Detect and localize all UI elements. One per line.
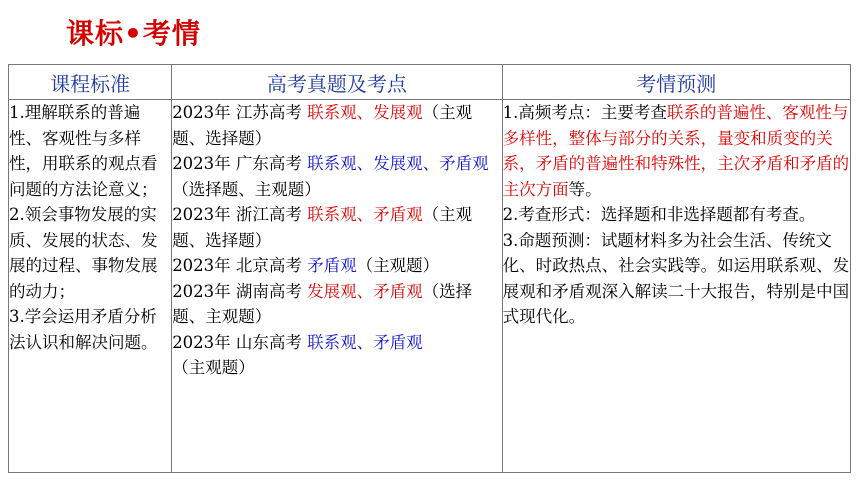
exam-prefix: 2023年 北京高考 xyxy=(172,256,308,275)
exam-prefix: 2023年 湖南高考 xyxy=(172,281,308,301)
header-standards: 课程标准 xyxy=(9,65,172,100)
exam-suffix: （主观题、选择题） xyxy=(172,103,473,148)
exam-item xyxy=(172,330,501,381)
exam-prefix: 2023年 浙江高考 xyxy=(172,205,308,224)
exam-item xyxy=(172,279,501,330)
standard-item: 3.学会运用矛盾分析法认识和解决问题。 xyxy=(9,307,158,352)
exam-topic: 联系观、矛盾观 xyxy=(307,205,423,224)
prediction-prefix: 1.高频考点：主要考查 xyxy=(502,103,667,122)
exam-item xyxy=(172,151,501,202)
exam-suffix: （主观题） xyxy=(356,256,440,275)
exam-suffix: （选择题、主观题） xyxy=(172,281,473,326)
exam-topic: 矛盾观 xyxy=(307,256,357,275)
exam-topic: 联系观、矛盾观 xyxy=(307,332,423,352)
table-header-row xyxy=(9,65,851,100)
exam-topic: 联系观、发展观 xyxy=(307,103,423,122)
standard-item: 1.理解联系的普遍性、客观性与多样性，用联系的观点看问题的方法论意义； xyxy=(9,103,158,199)
exam-item xyxy=(172,100,501,151)
prediction-item-3: 3.命题预测：试题材料多为社会生活、传统文化、时政热点、社会实践等。如运用联系观、发展观和矛盾观深入解读二十大报告，特别是中国式现代化。 xyxy=(502,230,850,326)
standards-cell xyxy=(9,100,172,473)
exam-prefix: 2023年 江苏高考 xyxy=(172,103,308,122)
header-prediction: 考情预测 xyxy=(502,65,850,100)
prediction-highlight: 联系的普遍性、客观性与多样性，整体与部分的关系，量变和质变的关系，矛盾的普遍性和特殊性，主次矛盾和矛盾的主次方面 xyxy=(502,103,850,199)
exam-suffix: （主观题、选择题） xyxy=(172,205,473,250)
exam-item xyxy=(172,253,501,279)
table-body-row xyxy=(9,100,851,473)
curriculum-table xyxy=(8,64,851,473)
prediction-cell xyxy=(502,100,850,473)
exam-topic: 联系观、发展观、矛盾观 xyxy=(307,154,489,173)
prediction-item-1 xyxy=(503,100,850,202)
page-title: 课标•考情 xyxy=(66,17,201,50)
header-exams: 高考真题及考点 xyxy=(172,65,502,100)
exam-prefix: 2023年 广东高考 xyxy=(172,154,308,173)
exam-suffix: （主观题） xyxy=(172,358,255,377)
prediction-item-2: 2.考查形式：选择题和非选择题都有考查。 xyxy=(502,205,816,224)
prediction-suffix: 等。 xyxy=(568,179,602,199)
standard-item: 2.领会事物发展的实质、发展的状态、发展的过程、事物发展的动力； xyxy=(9,205,158,301)
exam-suffix: （选择题、主观题） xyxy=(172,179,321,199)
exam-item xyxy=(172,202,501,253)
exam-prefix: 2023年 山东高考 xyxy=(172,332,308,352)
exam-topic: 发展观、矛盾观 xyxy=(307,281,423,301)
exams-cell xyxy=(172,100,502,473)
